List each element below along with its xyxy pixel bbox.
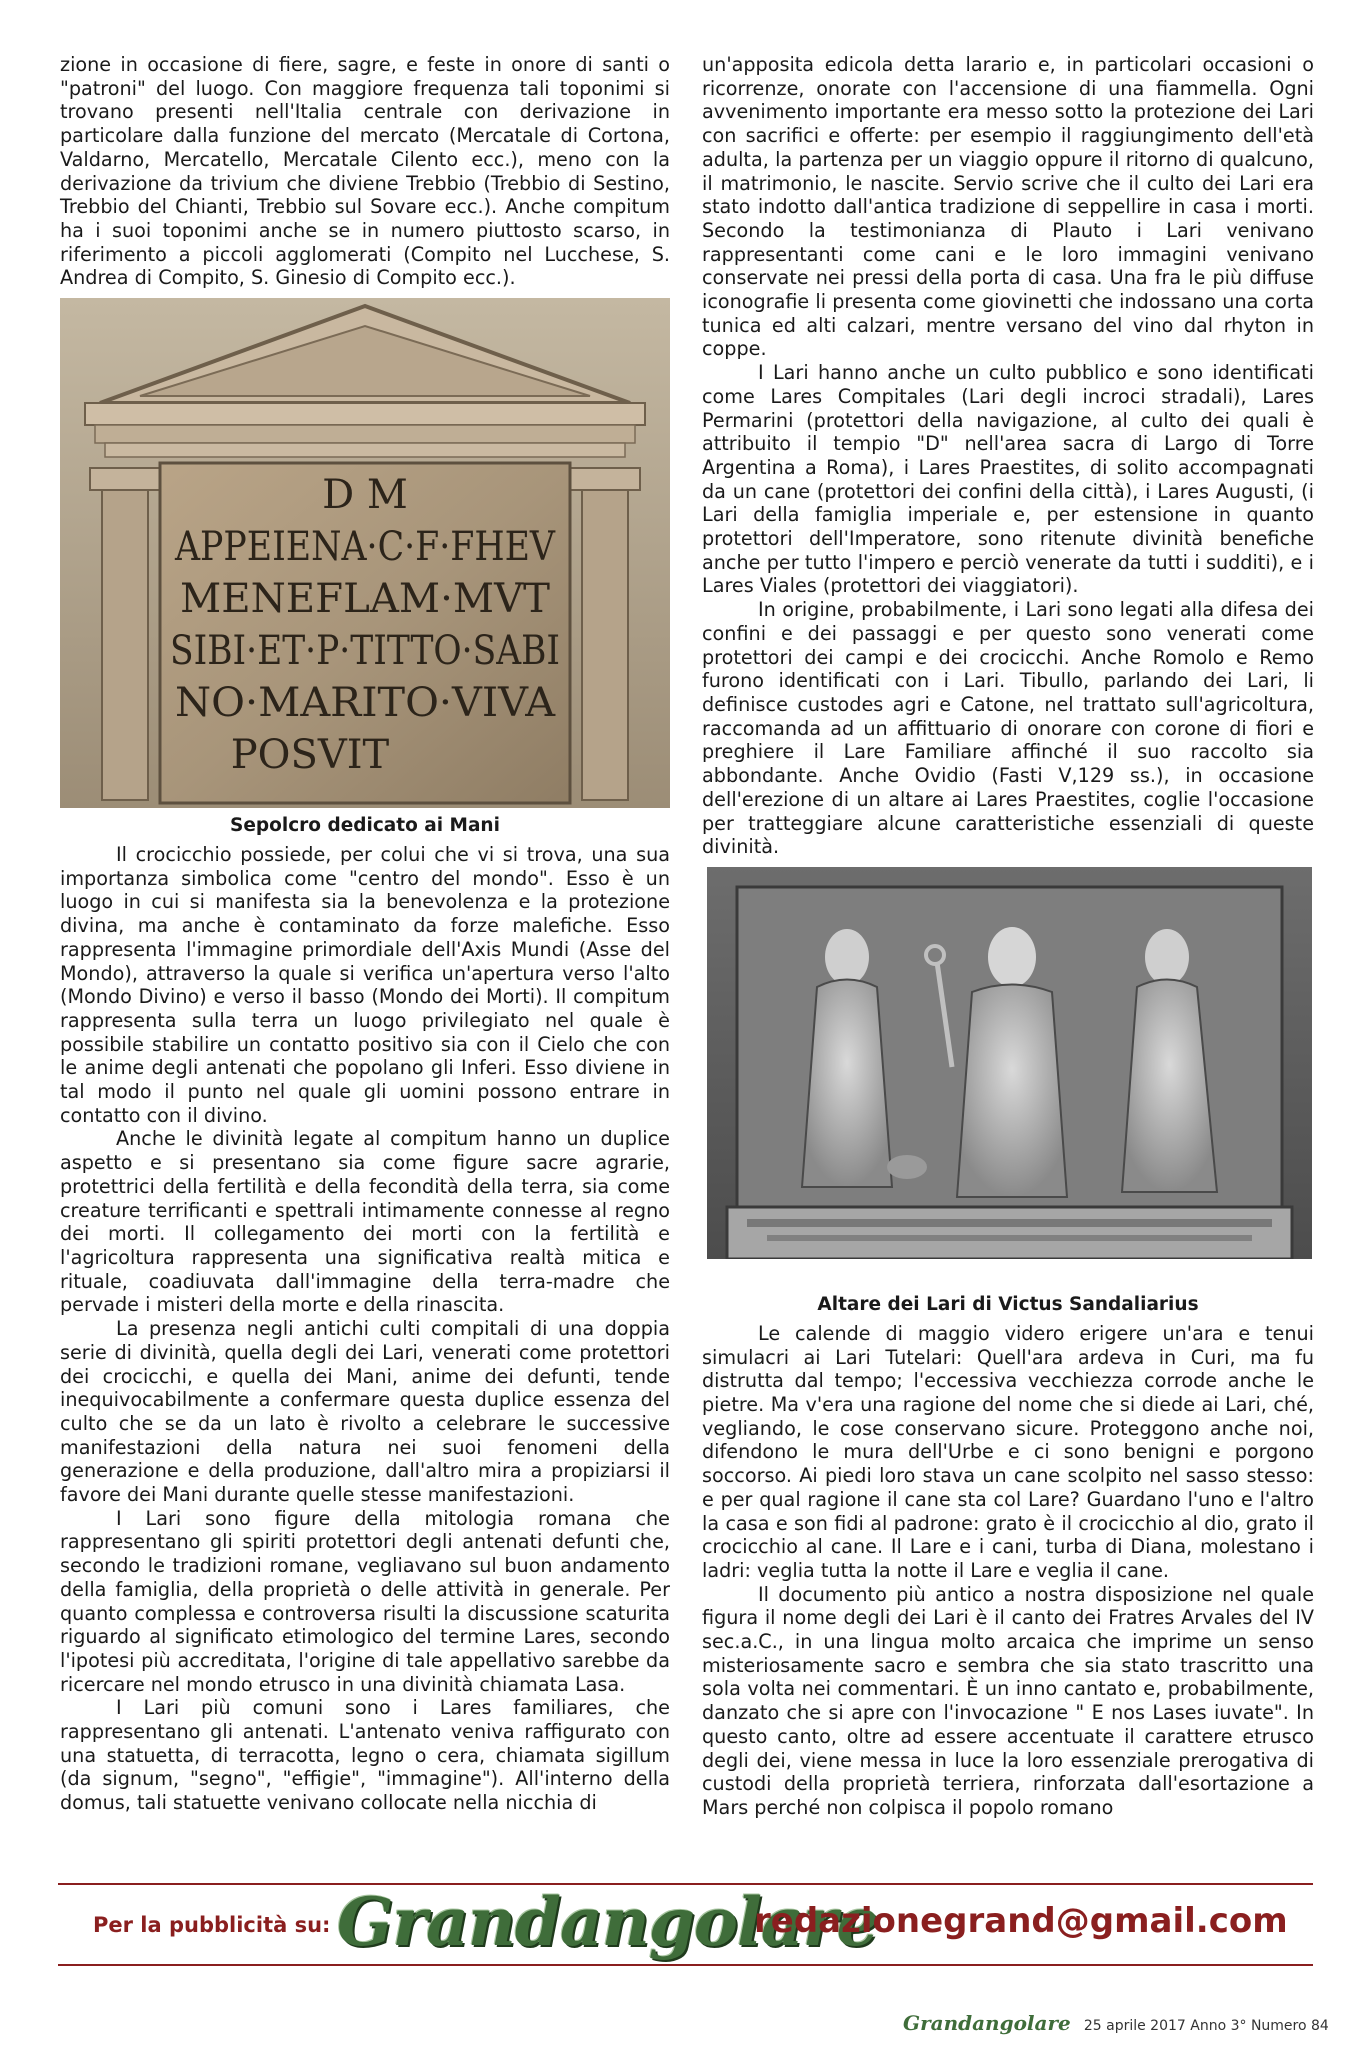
paragraph: Il documento più antico a nostra disposizione nel quale figura il nome degli dei Lari è il canto dei Fratres Arvales del IV sec.a.C., in una lingua molto arcaica che imprime un senso misteriosamente sacro e sembra che sia stato trascritto una sola volta nei commentari. È un inno cantato e, probabilmente, danzato che si apre con l'invocazione " E nos Lases iuvate". In questo canto, oltre ad essere accentuate il carattere etrusco degli dei, viene messa in luce la loro essenziale prerogativa di custodi della proprietà terriera, rinforzata dall'esortazione a Mars perché non colpisca il popolo romano: [702, 1582, 1314, 1819]
inscription-line: MENEFLAM·MVT: [180, 576, 551, 623]
divider: [58, 1964, 1313, 1966]
paragraph: La presenza negli antichi culti compitali di una doppia serie di divinità, quella degli dei Lari, venerati come protettori dei crocicchi, e quella dei Mani, anime dei defunti, tende inequivocabilmente a confermare questa duplice essenza del culto che se da un lato è rivolto a celebrare le successive manifestazioni della natura nei suoi fenomeni della generazione e della produzione, dall'altro mira a propiziarsi il favore dei Mani durante quelle stesse manifestazioni.: [60, 1317, 670, 1507]
paragraph: Anche le divinità legate al compitum hanno un duplice aspetto e si presentano sia come figure sacre agrarie, protettrici della fertilità e della fecondità della terra, sia come creature terrificanti e spettrali intimamente connesse al regno dei morti. Il collegamento dei morti con la fertilità e l'agricoltura rappresenta una significativa realtà mitica e rituale, coadiuvata dall'immagine della terra-madre che pervade i misteri della morte e della rinascita.: [60, 1127, 670, 1317]
issue-info: 25 aprile 2017 Anno 3° Numero 84: [1083, 2018, 1329, 2034]
tomb-relief-image: [60, 298, 670, 808]
paragraph: I Lari sono figure della mitologia romana che rappresentano gli spiriti protettori degli antenati defunti che, secondo le tradizioni romane, vegliavano sul buon andamento della famiglia, della proprietà o delle attività in generale. Per quanto complessa e controversa risulti la discussione scaturita riguardo al significato etimologico del termine Lares, secondo l'ipotesi più accreditata, l'origine di tale appellativo sarebbe da ricercare nel mondo etrusco in una divinità chiamata Lasa.: [60, 1506, 670, 1696]
left-column: [60, 53, 670, 1815]
paragraph: In origine, probabilmente, i Lari sono legati alla difesa dei confini e dei passaggi e per questo sono venerati come protettori dei campi e dei crocicchi. Anche Romolo e Remo furono identificati con i Lari. Tibullo, parlando dei Lari, li definisce custodes agri e Catone, nel trattato sull'agricoltura, raccomanda ad un affittuario di onorare con corone di fiori e preghiere il Lare Familiare affinché il suo raccolto sia abbondante. Anche Ovidio (Fasti V,129 ss.), in occasione dell'erezione di un altare ai Lares Praestites, coglie l'occasione per tratteggiare alcune caratteristiche essenziali di queste divinità.: [702, 598, 1314, 859]
paragraph: Il crocicchio possiede, per colui che vi si trova, una sua importanza simbolica come "centro del mondo". Esso è un luogo in cui si manifesta sia la benevolenza e la protezione divina, ma anche è contaminato da forze malefiche. Esso rappresenta l'immagine primordiale dell'Axis Mundi (Asse del Mondo), attraverso la quale si verifica un'apertura verso l'alto (Mondo Divino) e verso il basso (Mondo dei Morti). Il compitum rappresenta sulla terra un luogo privilegiato nel quale è possibile stabilire un contatto positivo sia con il Cielo che con le anime degli antenati che popolano gli Inferi. Esso diviene in tal modo il punto nel quale gli uomini possono entrare in contatto con il divino.: [60, 843, 670, 1127]
paragraph: Le calende di maggio videro erigere un'ara e tenui simulacri ai Lari Tutelari: Quell'ara ardeva in Curi, ma fu distrutta dal tempo; l'eccessiva vecchiezza corrode anche le pietre. Ma v'era una ragione del nome che si diede ai Lari, ché, vegliando, le cose conservano sicure. Proteggono anche noi, difendono le mura dell'Urbe e ci sono benigni e porgono soccorso. Ai piedi loro stava un cane scolpito nel sasso stesso: e per qual ragione il cane sta col Lare? Guardano l'uno e l'altro la casa e son fidi al padrone: grato è il crocicchio al dio, grato il crocicchio al cane. Il Lare e i cani, turba di Diana, molestano i ladri: veglia tutta la notte il Lare e veglia il cane.: [702, 1321, 1314, 1582]
inscription-line: POSVIT: [230, 732, 390, 779]
right-column: [702, 53, 1314, 1820]
inscription-line: APPEIENA·C·F·FHEV: [174, 524, 556, 571]
altar-relief-image: [707, 867, 1312, 1287]
tomb-relief-svg: [60, 298, 670, 808]
paragraph: zione in occasione di fiere, sagre, e feste in onore di santi o "patroni" del luogo. Con maggiore frequenza tali toponimi si trovano presenti nell'Italia centrale con derivazione in particolare dalla funzione del mercato (Mercatale di Cortona, Valdarno, Mercatello, Mercatale Cilento ecc.), meno con la derivazione da trivium che diviene Trebbio (Trebbio di Sestino, Trebbio del Chianti, Trebbio sul Sovare ecc.). Anche compitum ha i suoi toponimi anche se in numero piuttosto scarso, in riferimento a piccoli agglomerati (Compito nel Lucchese, S. Andrea di Compito, S. Ginesio di Compito ecc.).: [60, 53, 670, 290]
inscription-line: NO·MARITO·VIVA: [175, 680, 557, 727]
altar-relief-svg: [707, 867, 1312, 1287]
inscription-line: D M: [322, 472, 408, 519]
page-footer: [903, 2011, 1329, 2035]
image-caption: Altare dei Lari di Victus Sandaliarius: [817, 1293, 1199, 1315]
magazine-logo: Grandangolare: [337, 1883, 878, 1961]
advertisement-banner: [60, 1883, 1315, 1961]
email-link[interactable]: redazionegrand@gmail.com: [754, 1901, 1288, 1941]
inscription-line: SIBI·ET·P·TITTO·SABI: [170, 628, 560, 675]
image-caption: Sepolcro dedicato ai Mani: [230, 815, 500, 837]
paragraph: I Lari hanno anche un culto pubblico e sono identificati come Lares Compitales (Lari degli incroci stradali), Lares Permarini (protettori della navigazione, al culto dei quali è attribuito il tempio "D" nell'area sacra di Largo di Torre Argentina a Roma), i Lares Praestites, di solito accompagnati da un cane (protettori dei confini della città), i Lares Augusti, (i Lari della famiglia imperiale e, per estensione in quanto protettori dell'Imperatore, sono ritenute divinità benefiche anche per tutto l'impero e perciò venerate da tutti i sudditi), e i Lares Viales (protettori dei viaggiatori).: [702, 361, 1314, 598]
ad-label: Per la pubblicità su:: [93, 1913, 331, 1937]
paragraph: un'apposita edicola detta larario e, in particolari occasioni o ricorrenze, onorate con l'accensione di una fiammella. Ogni avvenimento importante era messo sotto la protezione dei Lari con sacrifici e offerte: per esempio il raggiungimento dell'età adulta, la partenza per un viaggio oppure il ritorno di qualcuno, il matrimonio, le nascite. Servio scrive che il culto dei Lari era stato indotto dall'antica tradizione di seppellire in casa i morti. Secondo la testimonianza di Plauto i Lari venivano rappresentanti come cani e le loro immagini venivano conservate nei pressi della porta di casa. Una fra le più diffuse iconografie li presenta come giovinetti che indossano una corta tunica ed alti calzari, mentre versano del vino dal rhyton in coppe.: [702, 53, 1314, 361]
paragraph: I Lari più comuni sono i Lares familiares, che rappresentano gli antenati. L'antenato veniva raffigurato con una statuetta, di terracotta, legno o cera, chiamata sigillum (da signum, "segno", "effigie", "immagine"). All'interno della domus, tali statuette venivano collocate nella nicchia di: [60, 1696, 670, 1815]
footer-brand: Grandangolare: [903, 2011, 1071, 2035]
